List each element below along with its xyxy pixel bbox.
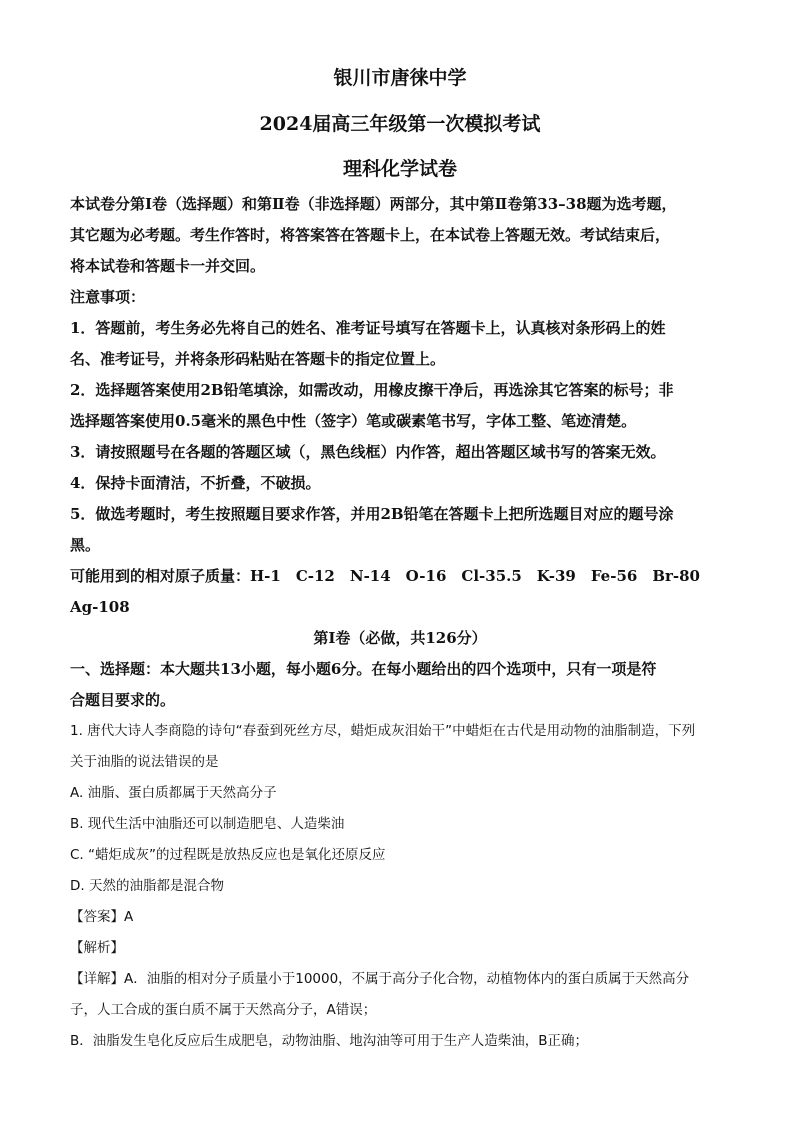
answer-label: 【答案】A bbox=[70, 909, 134, 925]
part1-title: 第Ⅰ卷（必做，共126分） bbox=[313, 629, 487, 647]
atomic-masses: 可能用到的相对原子质量：H-1 C-12 N-14 O-16 Cl-35.5 K-39 Fe-56 Br-80 Ag-108 bbox=[70, 567, 716, 616]
notice-line: 4．保持卡面清洁，不折叠，不破损。 bbox=[70, 474, 321, 492]
question-stem: 1. 唐代大诗人李商隐的诗句“春蚕到死丝方尽，蜡炬成灰泪始干”中蜡炬在古代是用动物的油脂制造，下列 bbox=[70, 723, 696, 739]
notice-line: 2．选择题答案使用2B铅笔填涂，如需改动，用橡皮擦干净后，再选涂其它答案的标号；非 bbox=[70, 381, 674, 399]
notice-line: 名、准考证号，并将条形码粘贴在答题卡的指定位置上。 bbox=[70, 350, 446, 368]
notice-heading: 注意事项： bbox=[70, 288, 146, 306]
notice-list bbox=[70, 313, 730, 561]
intro-paragraph bbox=[70, 189, 730, 282]
section1-line: 一、选择题：本大题共13小题，每小题6分。在每小题给出的四个选项中，只有一项是符 bbox=[70, 660, 657, 678]
school-title: 银川市唐徕中学 bbox=[333, 67, 467, 89]
detail-line: 【详解】A．油脂的相对分子质量小于10000，不属于高分子化合物，动植物体内的蛋白质属于天然高分 bbox=[70, 971, 690, 987]
option-b: B. 现代生活中油脂还可以制造肥皂、人造柴油 bbox=[70, 816, 345, 832]
detail-line: B．油脂发生皂化反应后生成肥皂，动物油脂、地沟油等可用于生产人造柴油，B正确； bbox=[70, 1033, 589, 1049]
notice-line: 1．答题前，考生务必先将自己的姓名、准考证号填写在答题卡上，认真核对条形码上的姓 bbox=[70, 319, 666, 337]
section1-line: 合题目要求的。 bbox=[70, 691, 176, 709]
exam-title: 2024届高三年级第一次模拟考试 bbox=[259, 113, 541, 135]
notice-line: 选择题答案使用0.5毫米的黑色中性（签字）笔或碳素笔书写，字体工整、笔迹清楚。 bbox=[70, 412, 637, 430]
intro-line: 其它题为必考题。考生作答时，将答案答在答题卡上，在本试卷上答题无效。考试结束后， bbox=[70, 226, 671, 244]
subject-title: 理科化学试卷 bbox=[342, 158, 457, 180]
notice-line: 黑。 bbox=[70, 536, 101, 554]
section1-heading bbox=[70, 654, 730, 716]
notice-line: 3．请按照题号在各题的答题区域（，黑色线框）内作答，超出答题区域书写的答案无效。 bbox=[70, 443, 666, 461]
option-d: D. 天然的油脂都是混合物 bbox=[70, 878, 224, 894]
notice-line: 5．做选考题时，考生按照题目要求作答，并用2B铅笔在答题卡上把所选题目对应的题号涂 bbox=[70, 505, 674, 523]
option-c: C. “蜡炬成灰”的过程既是放热反应也是氧化还原反应 bbox=[70, 847, 386, 863]
analysis-label: 【解析】 bbox=[70, 940, 124, 956]
option-a: A. 油脂、蛋白质都属于天然高分子 bbox=[70, 785, 277, 801]
question-stem: 关于油脂的说法错误的是 bbox=[70, 754, 219, 770]
detail-line: 子，人工合成的蛋白质不属于天然高分子，A错误； bbox=[70, 1002, 377, 1018]
intro-line: 本试卷分第Ⅰ卷（选择题）和第Ⅱ卷（非选择题）两部分，其中第Ⅱ卷第33–38题为选考题， bbox=[70, 195, 677, 213]
intro-line: 将本试卷和答题卡一并交回。 bbox=[70, 257, 266, 275]
question-1 bbox=[70, 716, 730, 1057]
